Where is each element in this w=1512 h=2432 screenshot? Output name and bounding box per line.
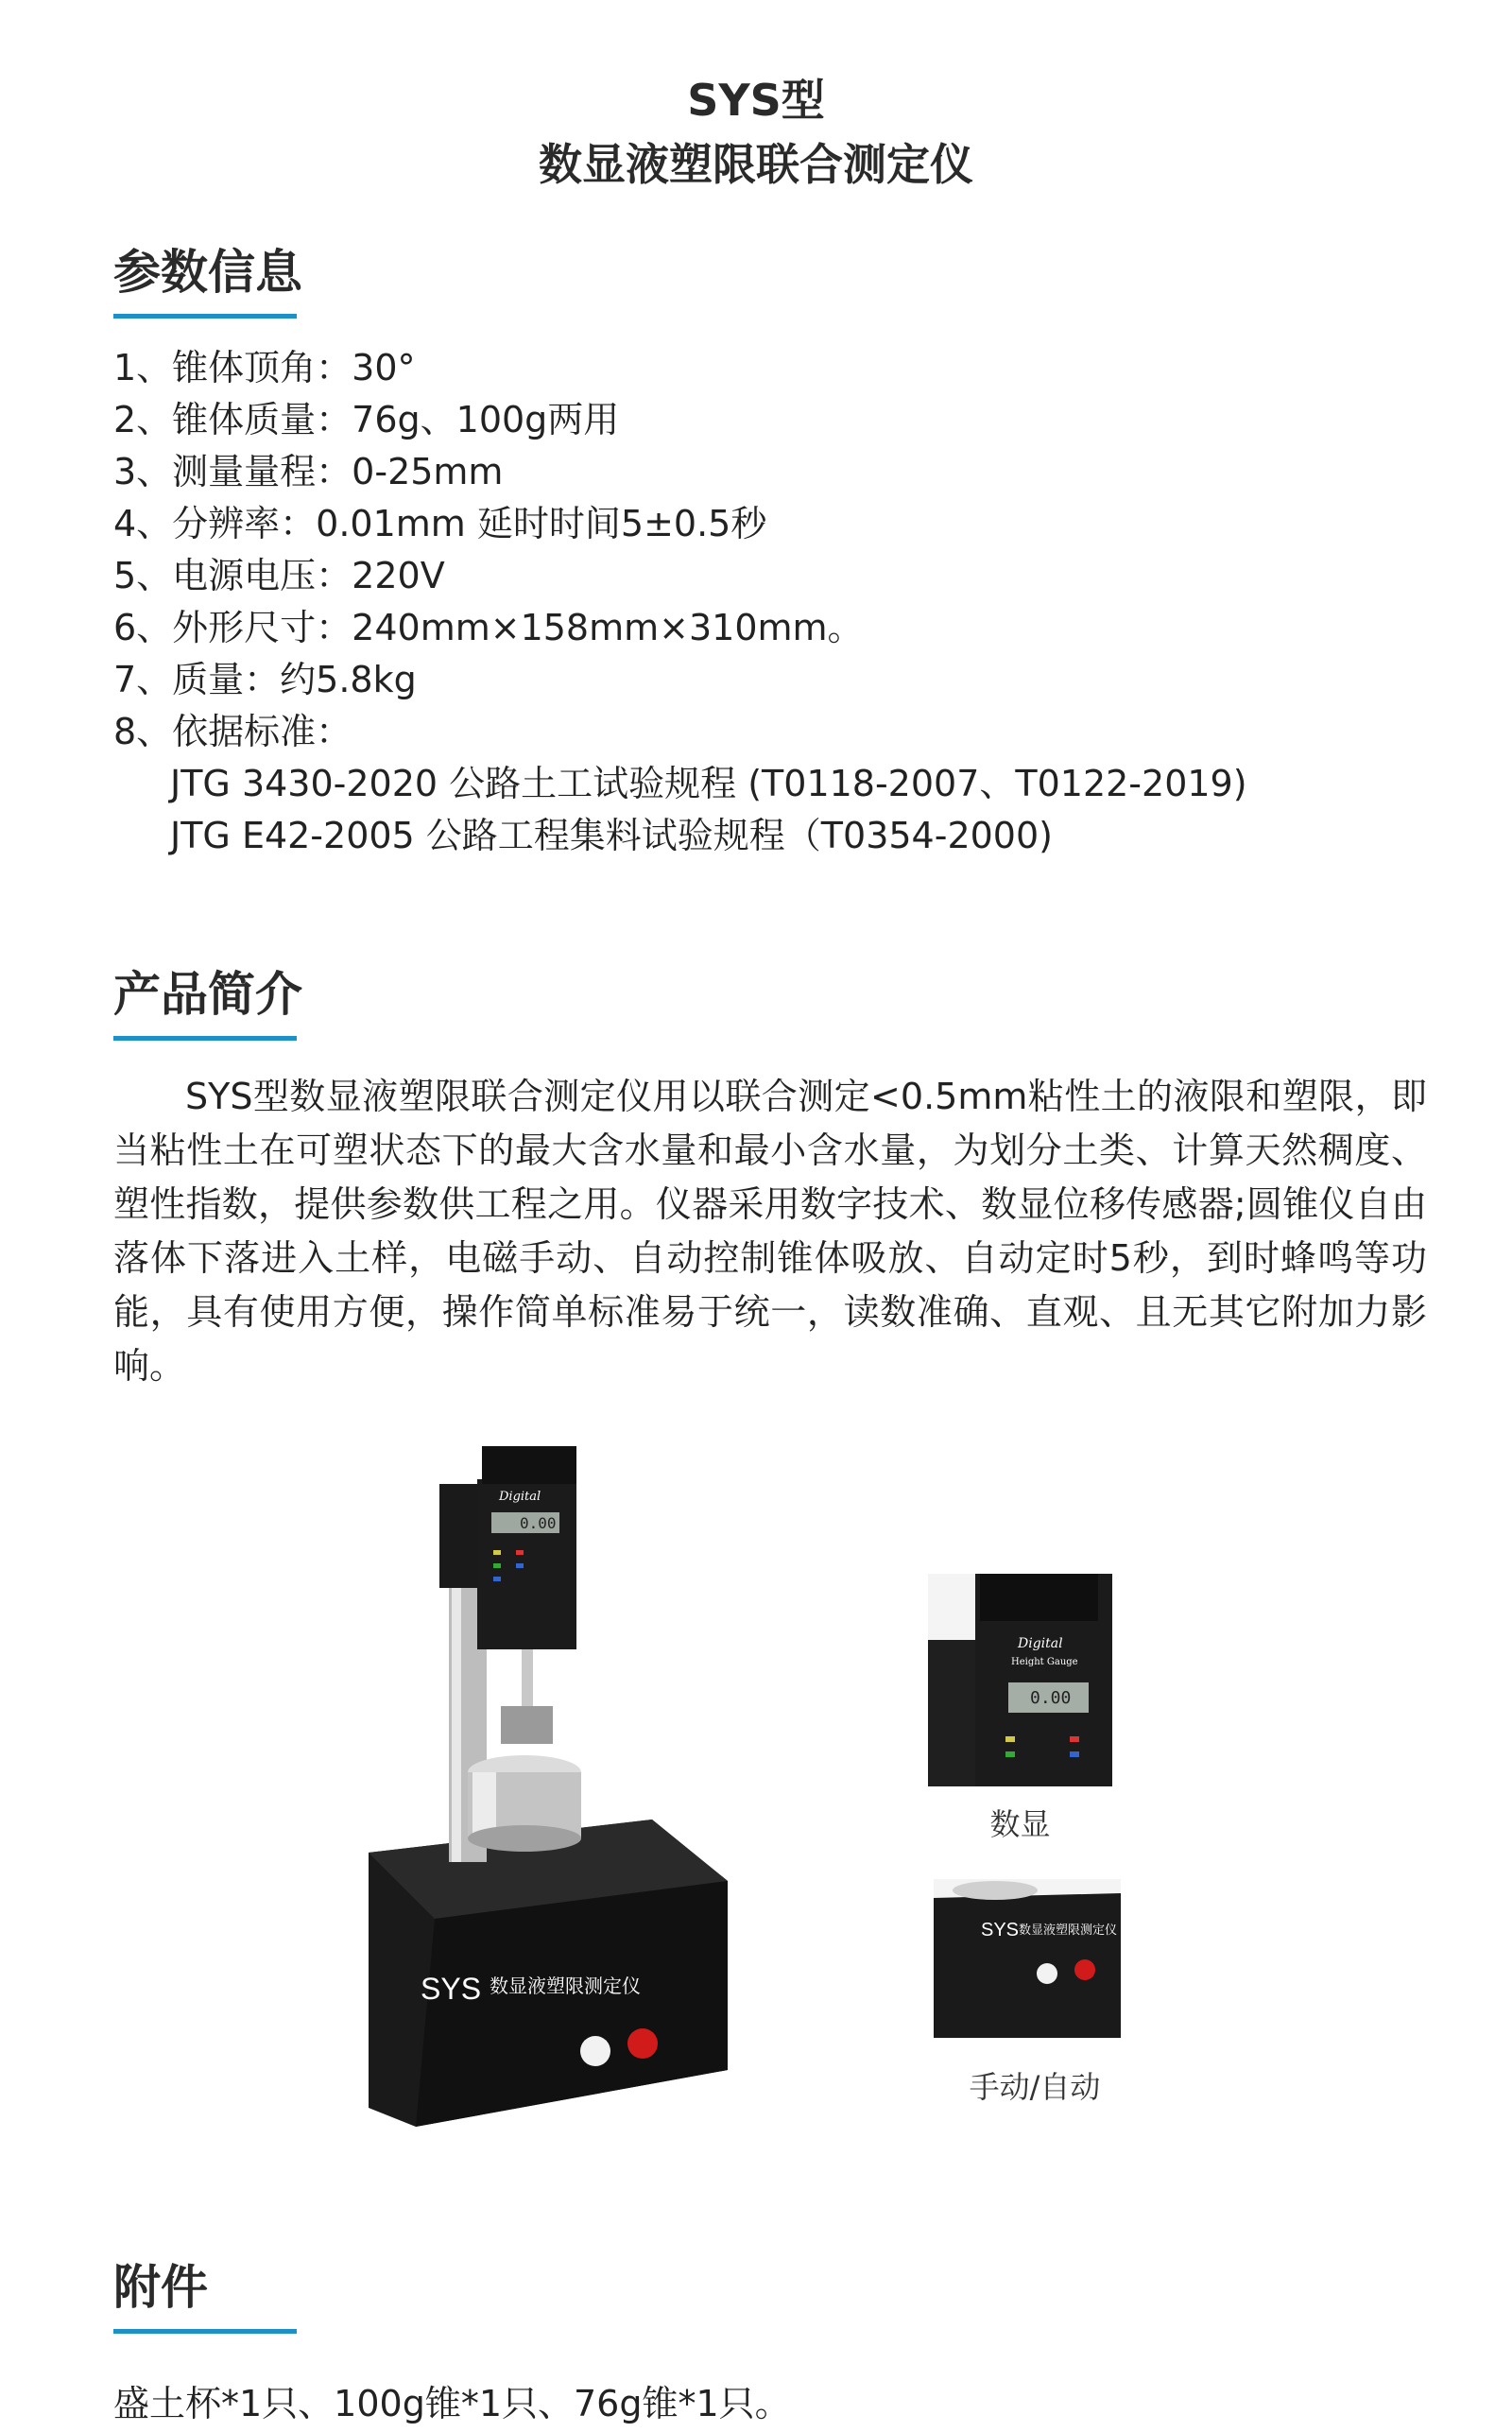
params-heading-text: 参数信息 [113, 245, 302, 300]
params-list [113, 342, 1436, 862]
intro-paragraph: SYS型数显液塑限联合测定仪用以联合测定<0.5mm粘性土的液限和塑限，即当粘性土在可塑状态下的最大含水量和最小含水量，为划分土类、计算天然稠度、塑性指数，提供参数供工程之用。仪器采用数字技术、数显位移传感器;圆锥仪自由落体下落进入土样，电磁手动、自动控制锥体吸放、自动定时5秒，到时蜂鸣等功能，具有使用方便，操作简单标准易于统一，读数准确、直观、且无其它附加力影响。 [113, 1076, 1427, 1387]
param-item: 7、质量：约5.8kg [113, 659, 417, 700]
heading-underline [113, 2329, 297, 2334]
param-item: 6、外形尺寸：240mm×158mm×310mm。 [113, 607, 864, 648]
param-item: 2、锥体质量：76g、100g两用 [113, 399, 620, 440]
product-main-image [350, 1446, 747, 2174]
detail-panel-product: 数显液塑限测定仪 [1019, 1923, 1118, 1938]
param-item: 8、依据标准： [113, 711, 352, 752]
param-item: 3、测量量程：0-25mm [113, 451, 504, 492]
accessories-text: 盛土杯*1只、100g锥*1只、76g锥*1只。 [113, 2383, 791, 2424]
caption-control: 手动/自动 [969, 2069, 1101, 2105]
intro-heading [113, 966, 302, 1041]
detail-display-image [928, 1574, 1112, 1786]
standard-item: JTG 3430-2020 公路土工试验规程 (T0118-2007、T0122-2019) [170, 763, 1247, 804]
page-title [0, 68, 1512, 197]
detail-display-sub: Height Gauge [1011, 1657, 1078, 1667]
param-item: 4、分辨率：0.01mm 延时时间5±0.5秒 [113, 503, 767, 544]
param-item: 5、电源电压：220V [113, 555, 445, 596]
detail-panel-brand: SYS [981, 1920, 1020, 1940]
heading-underline [113, 314, 297, 319]
detail-display-brand: Digital [1018, 1636, 1063, 1651]
caption-display: 数显 [989, 1806, 1051, 1842]
accessories-heading-text: 附件 [113, 2260, 208, 2315]
intro-heading-text: 产品简介 [113, 967, 302, 1022]
param-item: 1、锥体顶角：30° [113, 347, 416, 388]
accessories-heading [113, 2259, 297, 2334]
detail-display-reading: 0.00 [1030, 1688, 1072, 1708]
standard-item: JTG E42-2005 公路工程集料试验规程（T0354-2000) [170, 815, 1053, 856]
panel-brand-text: SYS [421, 1972, 482, 2006]
params-heading [113, 244, 302, 319]
title-model: SYS型 [687, 75, 825, 126]
display-brand-text: Digital [499, 1490, 541, 1504]
panel-product-text: 数显液塑限测定仪 [490, 1975, 641, 1997]
title-product-name: 数显液塑限联合测定仪 [539, 139, 973, 190]
display-reading-text: 0.00 [520, 1514, 557, 1532]
detail-control-image [934, 1879, 1121, 2038]
heading-underline [113, 1036, 297, 1041]
